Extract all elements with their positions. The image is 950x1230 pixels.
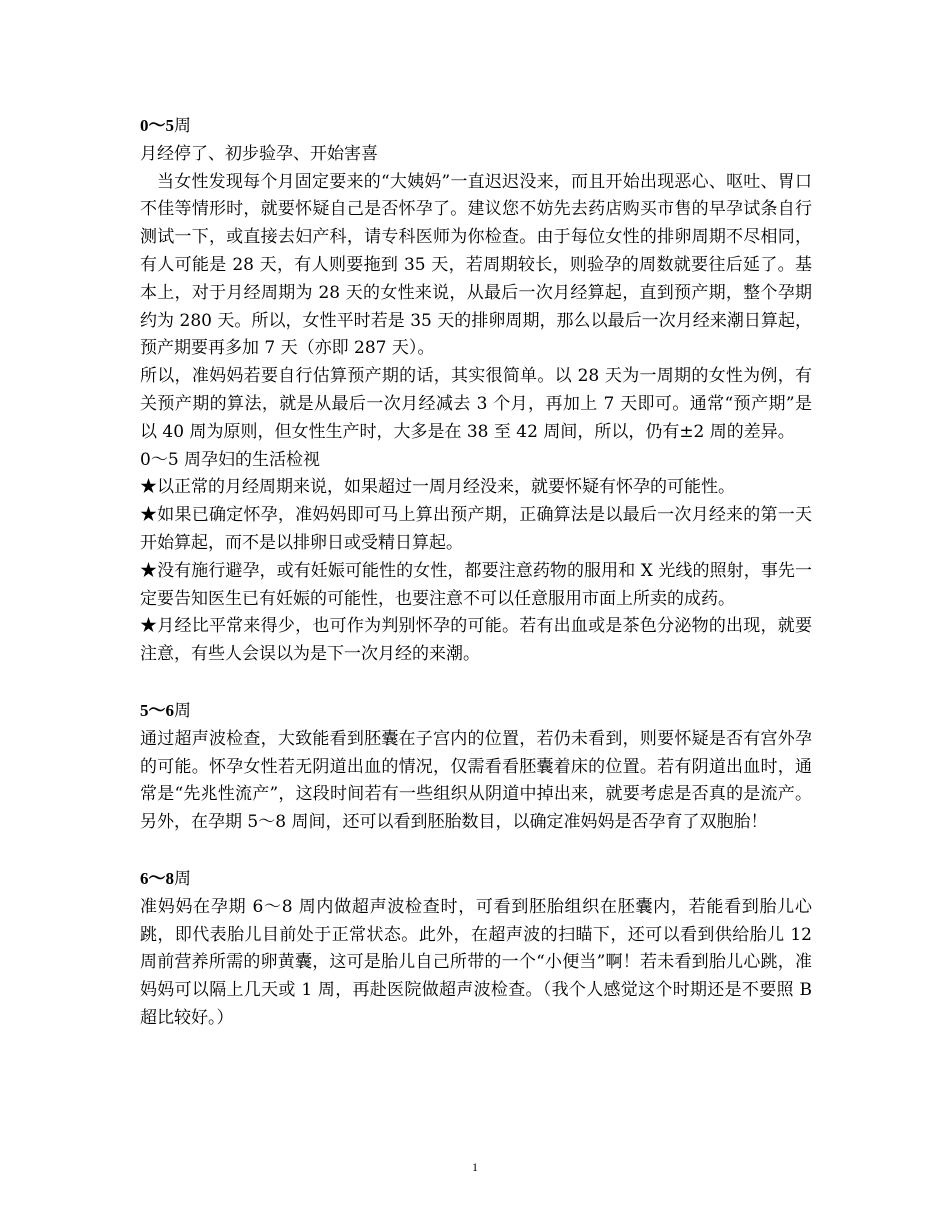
bullet-item: ★以正常的月经周期来说，如果超过一周月经没来，就要怀疑有怀孕的可能性。 — [140, 477, 735, 498]
section-subtitle: 月经停了、初步验孕、开始害喜 — [140, 143, 378, 164]
paragraph: 当女性发现每个月固定要来的“大姨妈”一直迟迟没来，而且开始出现恶心、呕吐、胃口不佳等情形时，就要怀疑自己是否怀孕了。建议您不妨先去药店购买市售的早孕试条自行测试一下，或直接去妇产科，请专科医师为你检查。由于每位女性的排卵周期不尽相同，有人可能是 28 天，有人则要拖到 35 天，若周期较长，则验孕的周数就要往后延了。基本上，对于月经周期为 28 天的女性来说，从最后一次月经算起，直到预产期，整个孕期约为 280 天。所以，女性平时若是 35 天的排卵周期，那么以最后一次月经来潮日算起，预产期要再多加 7 天（亦即 287 天）。 — [140, 171, 812, 359]
subsection-title: 0～5 周孕妇的生活检视 — [140, 449, 321, 470]
heading-unit: 周 — [174, 868, 191, 889]
bullet-item: ★没有施行避孕，或有妊娠可能性的女性，都要注意药物的服用和 X 光线的照射，事先一定要告知医生已有妊娠的可能性，也要注意不可以任意服用市面上所卖的成药。 — [140, 560, 812, 609]
paragraph: 准妈妈在孕期 6～8 周内做超声波检查时，可看到胚胎组织在胚囊内，若能看到胎儿心跳，即代表胎儿目前处于正常状态。此外，在超声波的扫瞄下，还可以看到供给胎儿 12 周前营养所需的卵黄囊，这可是胎儿自己所带的一个“小便当”啊！若未看到胎儿心跳，准妈妈可以隔上几天或 1 周，再赴医院做超声波检查。（我个人感觉这个时期还是不要照 B 超比较好。） — [140, 896, 812, 1028]
section-heading-6-8 — [140, 865, 812, 894]
heading-number: 6～8 — [140, 868, 174, 888]
heading-number: 0～5 — [140, 116, 174, 135]
bullet-item: ★如果已确定怀孕，准妈妈即可马上算出预产期，正确算法是以最后一次月经来的第一天开始算起，而不是以排卵日或受精日算起。 — [140, 505, 812, 553]
section-heading-5-6 — [140, 697, 812, 726]
paragraph: 所以，准妈妈若要自行估算预产期的话，其实很简单。以 28 天为一周期的女性为例，有关预产期的算法，就是从最后一次月经减去 3 个月，再加上 7 天即可。通常“预产期”是以 40 周为原则，但女性生产时，大多是在 38 至 42 周间，所以，仍有±2 周的差异。 — [140, 366, 812, 442]
page-number: 1 — [472, 1160, 478, 1174]
heading-unit: 周 — [174, 700, 191, 721]
document-body — [140, 112, 812, 1033]
spacer — [140, 669, 812, 697]
heading-unit: 周 — [174, 116, 191, 136]
spacer — [140, 837, 812, 865]
heading-number: 5～6 — [140, 700, 174, 720]
bullet-item: ★月经比平常来得少，也可作为判别怀孕的可能。若有出血或是茶色分泌物的出现，就要注意，有些人会误以为是下一次月经的来潮。 — [140, 616, 812, 665]
section-heading-0-5 — [140, 112, 812, 141]
paragraph: 通过超声波检查，大致能看到胚囊在子宫内的位置，若仍未看到，则要怀疑是否有宫外孕的可能。怀孕女性若无阴道出血的情况，仅需看看胚囊着床的位置。若有阴道出血时，通常是“先兆性流产”，这段时间若有一些组织从阴道中掉出来，就要考虑是否真的是流产。另外，在孕期 5～8 周间，还可以看到胚胎数目，以确定准妈妈是否孕育了双胞胎！ — [140, 728, 812, 833]
